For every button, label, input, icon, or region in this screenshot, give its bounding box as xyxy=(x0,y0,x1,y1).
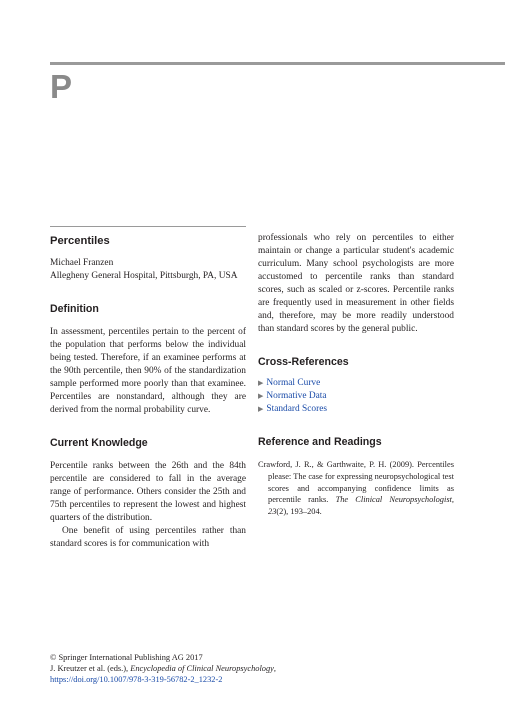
reference-pages: (2), 193–204. xyxy=(276,507,322,517)
right-column xyxy=(258,232,454,518)
reference-text: Crawford, J. R., & Garthwaite, P. H. (2009). Percentiles please: The case for expressing neuropsychological test scores and accompanying confidence limits as percentile ranks. xyxy=(258,460,454,505)
entry-title: Percentiles xyxy=(50,235,110,247)
reference-journal: The Clinical Neuropsychologist, 23 xyxy=(268,495,455,517)
top-rule xyxy=(50,62,505,65)
cross-references-list xyxy=(258,377,454,416)
references-heading: Reference and Readings xyxy=(258,436,382,448)
author-name: Michael Franzen xyxy=(50,258,114,268)
author-affiliation: Allegheny General Hospital, Pittsburgh, PA, USA xyxy=(50,271,238,281)
triangle-bullet-icon: ▶ xyxy=(258,405,264,413)
citation-title: Encyclopedia of Clinical Neuropsychology xyxy=(130,664,274,673)
cross-reference-item[interactable] xyxy=(258,377,454,390)
doi-link[interactable]: https://doi.org/10.1007/978-3-319-56782-2_1232-2 xyxy=(50,675,223,684)
title-rule xyxy=(50,226,246,227)
triangle-bullet-icon: ▶ xyxy=(258,379,264,387)
copyright-line: © Springer International Publishing AG 2017 xyxy=(50,653,203,662)
cross-reference-link[interactable]: Normative Data xyxy=(266,391,327,401)
citation-editors: J. Kreutzer et al. (eds.), xyxy=(50,664,131,673)
chapter-letter: P xyxy=(50,68,73,105)
citation-punct: , xyxy=(273,664,276,673)
current-knowledge-heading: Current Knowledge xyxy=(50,437,148,449)
cross-reference-item[interactable] xyxy=(258,390,454,403)
reference-item xyxy=(258,459,454,518)
left-column xyxy=(50,226,246,551)
cross-reference-item[interactable] xyxy=(258,403,454,416)
triangle-bullet-icon: ▶ xyxy=(258,392,264,400)
citation-line xyxy=(50,663,350,674)
cross-reference-link[interactable]: Standard Scores xyxy=(266,404,328,414)
cross-reference-link[interactable]: Normal Curve xyxy=(266,378,321,388)
current-knowledge-para-2-end: professionals who rely on percentiles to either maintain or change a particular student's academic curriculum. Many school psychologists are more accustomed to percentile ranks than standard scores, such as scaled or z-scores. Percentile ranks are frequently used in measurement in other fields and, therefore, may be more readily understood than standard scores by the general public. xyxy=(258,233,454,334)
cross-references-heading: Cross-References xyxy=(258,356,349,368)
current-knowledge-para-2-start: One benefit of using percentiles rather than standard scores is for communication with xyxy=(50,526,246,549)
page-footer xyxy=(50,652,350,685)
definition-text: In assessment, percentiles pertain to the percent of the population that performs below the individual being tested. Therefore, if an examinee performs at the 90th percentile, then 90% of the standardization sample performed more poorly than that examinee. Percentiles are nonstandard, although they are derived from the normal probability curve. xyxy=(50,327,246,415)
current-knowledge-para-1: Percentile ranks between the 26th and the 84th percentile are considered to fall in the average range of performance. Others consider the 25th and 75th percentiles to represent the lowest and highest quarters of the distribution. xyxy=(50,461,246,523)
definition-heading: Definition xyxy=(50,303,99,315)
